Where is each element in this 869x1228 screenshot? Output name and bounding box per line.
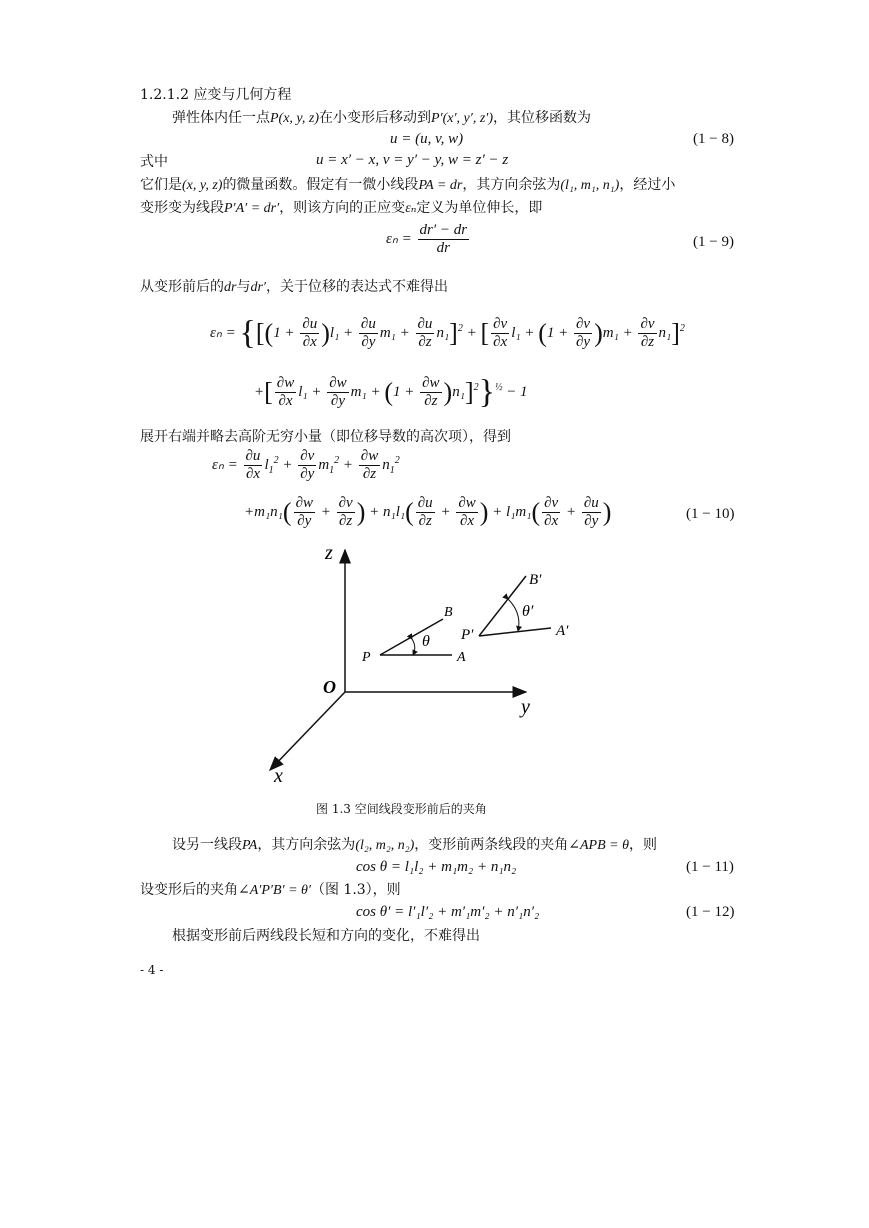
paragraph-1 (172, 109, 591, 128)
para2-text-j: ，则该方向的正应变 (279, 200, 406, 216)
para5-text-e: ，变形前两条线段的夹角 (414, 837, 569, 853)
para2-text-e: ，其方向余弦为 (462, 177, 561, 193)
section-heading: 1.2.1.2 应变与几何方程 (140, 87, 292, 103)
para2-math-cosines: (l₁, m₁, n₁) (560, 178, 620, 193)
equation-number-1-10: (1 − 10) (686, 506, 735, 522)
para6-text-c: （图 1.3），则 (310, 882, 401, 898)
label-b-prime: B′ (529, 572, 542, 588)
eq19-denominator: dr (436, 240, 450, 256)
para3-math-dr-prime: dr′ (250, 280, 266, 295)
paragraph-3 (140, 278, 448, 297)
para2-text-g: ，经过小 (619, 177, 676, 193)
eq19-lhs: εₙ = (386, 230, 412, 247)
para3-text-a: 从变形前后的 (140, 279, 224, 295)
z-axis-label: z (325, 542, 333, 564)
para6-math-angle: ∠A′P′B′ = θ′ (238, 883, 311, 898)
paragraph-2-line-1 (140, 176, 675, 195)
equation-1-11: cos θ = l₁l₂ + m₁m₂ + n₁n₂ (356, 859, 517, 875)
angle-arc-theta-prime (508, 599, 519, 631)
label-b: B (444, 605, 453, 620)
label-p-prime: P′ (461, 627, 474, 643)
para1-text-c: ，其位移函数为 (493, 110, 591, 126)
para5-math-angle: ∠APB = θ (568, 838, 629, 853)
origin-label: O (323, 677, 336, 697)
strain-expansion-line-2: +[ $\frac{\partial w}{\partial x}$ l₁ + $\frac{\partial w}{\partial y}$ m₁ + (1 + $\frac{\partial w}{\partial z}$ )n₁]$^2$}$^{\frac{1}{2}}$ − 1 (254, 373, 528, 411)
equation-1-12: cos θ′ = l′₁l′₂ + m′₁m′₂ + n′₁n′₂ (356, 904, 540, 920)
paragraph-5 (172, 836, 657, 855)
paragraph-6 (140, 881, 401, 900)
para1-text-a: 弹性体内任一点 (172, 110, 270, 126)
para5-math-cosines: (l₂, m₂, n₂) (355, 838, 415, 853)
para2-text-c: 的微量函数。假定有一微小线段 (222, 177, 419, 193)
label-a-prime: A′ (556, 623, 569, 639)
equation-1-9 (386, 222, 471, 257)
para5-text-c: ，其方向余弦为 (257, 837, 356, 853)
para3-text-c: 与 (236, 279, 251, 295)
paragraph-4: 展开右端并略去高阶无穷小量（即位移导数的高次项），得到 (140, 429, 511, 445)
equation-1-8: u = (u, v, w) (390, 131, 464, 147)
para2-math-xyz: (x, y, z) (182, 178, 223, 193)
label-theta: θ (422, 633, 430, 650)
para3-text-e: ，关于位移的表达式不难得出 (265, 279, 448, 295)
para2-text-a: 它们是 (140, 177, 182, 193)
equation-1-10-line-2: +m₁n₁( $\frac{\partial w}{\partial y}$ + $\frac{\partial v}{\partial z}$ ) + n₁l₁( $\frac{\partial u}{\partial z}$ + $\frac{\partial w}{\partial x}$ ) + l₁m₁( $\frac{\partial v}{\partial x}$ + $\frac{\partial u}{\partial y}$ ) (244, 495, 612, 529)
para6-text-a: 设变形后的夹角 (140, 882, 238, 898)
y-axis-label: y (521, 696, 530, 718)
figure-caption: 图 1.3 空间线段变形前后的夹角 (316, 802, 487, 816)
paragraph-7: 根据变形前后两线段长短和方向的变化，不难得出 (172, 928, 480, 944)
para5-text-g: ，则 (628, 837, 657, 853)
x-axis (270, 692, 345, 770)
segment-pa-prime (479, 628, 551, 636)
para3-math-dr: dr (224, 280, 237, 295)
para2-text-h: 变形变为线段 (140, 200, 224, 216)
para2-math-pa: PA = dr (418, 178, 463, 193)
angle-arc-theta (412, 639, 415, 655)
segment-pb (380, 619, 443, 655)
para2-math-pa-prime: P′A′ = dr′ (224, 201, 280, 216)
label-a: A (457, 650, 466, 665)
para5-text-a: 设另一线段 (172, 837, 242, 853)
equation-number-1-11: (1 − 11) (686, 859, 734, 875)
eq19-numerator: dr′ − dr (419, 222, 468, 238)
page-number: - 4 - (140, 963, 164, 977)
equation-number-1-8: (1 − 8) (693, 131, 734, 147)
equation-1-10-line-1: εₙ = $\frac{\partial u}{\partial x}$ $l_1^2$ + $\frac{\partial v}{\partial y}$ $m_1^2$ + $\frac{\partial w}{\partial z}$ $n_1^2$ (212, 448, 400, 482)
label-theta-prime: θ′ (522, 603, 534, 620)
point-p-prime: P′(x′, y′, z′) (430, 111, 493, 126)
para1-text-b: 在小变形后移动到 (318, 110, 431, 126)
para2-text-l: 定义为单位伸长，即 (416, 200, 543, 216)
equation-number-1-12: (1 − 12) (686, 904, 735, 920)
figure-1-3 (250, 538, 610, 788)
strain-expansion-line-1: εₙ = {[(1 + $\frac{\partial u}{\partial x}$ )l₁ + $\frac{\partial u}{\partial y}$ m₁ + $\frac{\partial u}{\partial z}$ n₁]$^2$ + [ $\frac{\partial v}{\partial x}$ l₁ + (1 + $\frac{\partial v}{\partial y}$ )m₁ + $\frac{\partial v}{\partial z}$ n₁]$^2$ (210, 314, 685, 352)
para2-math-epsilon: εₙ (405, 201, 417, 216)
where-formula: u = x′ − x, v = y′ − y, w = z′ − z (316, 152, 509, 168)
paragraph-2-line-2 (140, 199, 542, 218)
para5-math-pa: PA (242, 838, 258, 853)
where-label: 式中 (140, 154, 168, 170)
point-p: P(x, y, z) (270, 111, 319, 126)
equation-number-1-9: (1 − 9) (693, 234, 734, 250)
x-axis-label: x (274, 765, 283, 787)
label-p: P (362, 650, 371, 665)
